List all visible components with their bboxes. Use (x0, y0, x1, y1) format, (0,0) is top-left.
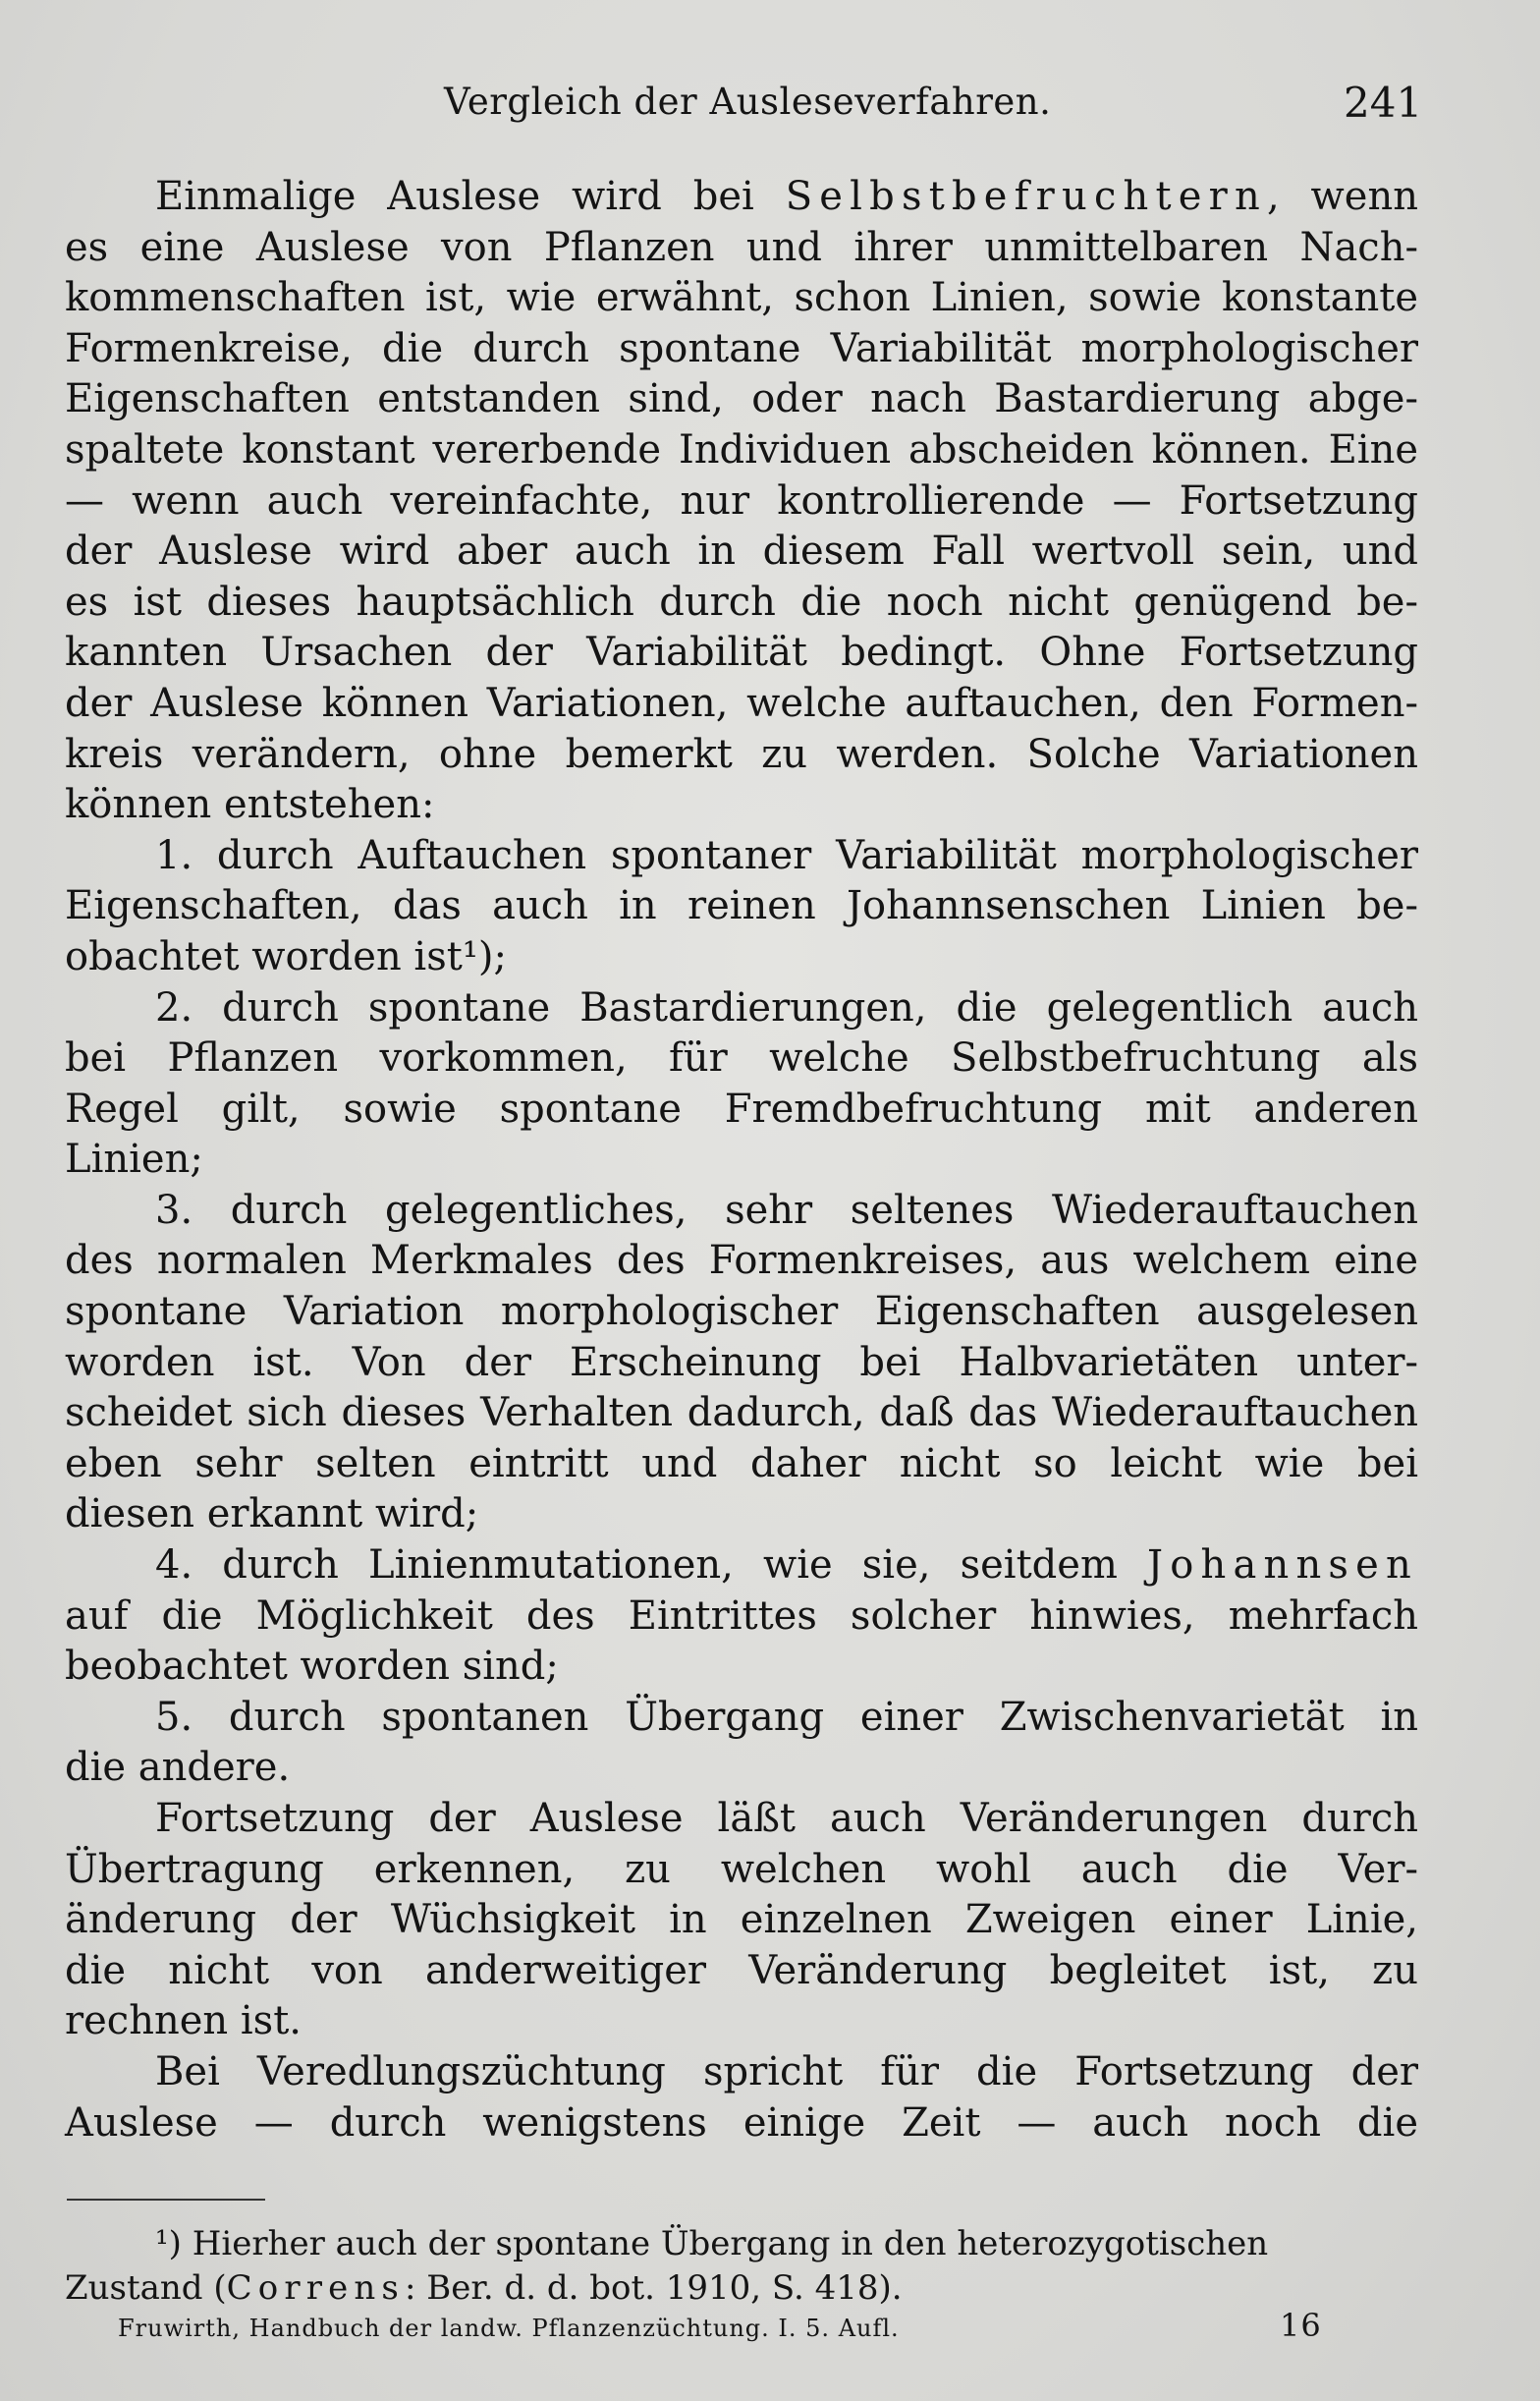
text-line: 1. durch Auftauchen spontaner Variabilität morphologischer (155, 832, 1418, 878)
footnote-pre: Zustand ( (65, 2268, 227, 2308)
text-line: die andere. (65, 1745, 291, 1791)
text-line: Eigenschaften, das auch in reinen Johannsenschen Linien be- (65, 883, 1418, 929)
text-line: Formenkreise, die durch spontane Variabilität morphologischer (65, 325, 1418, 371)
text-line: Bei Veredlungszüchtung spricht für die Fortsetzung der (155, 2048, 1418, 2094)
text-line: es eine Auslese von Pflanzen und ihrer unmittelbaren Nach- (65, 224, 1418, 270)
text-line: die nicht von anderweitiger Veränderung begleitet ist, zu (65, 1947, 1418, 1993)
text-line: der Auslese können Variationen, welche auftauchen, den Formen- (65, 680, 1418, 726)
spaced-name: Johannsen (1146, 1542, 1418, 1589)
running-head-title: Vergleich der Ausleseverfahren. (444, 81, 1052, 123)
footnote-post: : Ber. d. d. bot. 1910, S. 418). (404, 2268, 903, 2308)
running-head (0, 81, 1540, 130)
spaced-name: Selbstbefruchtern (785, 174, 1267, 219)
text-line: eben sehr selten eintritt und daher nicht so leicht wie bei (65, 1440, 1418, 1486)
text-line: des normalen Merkmales des Formenkreises, aus welchem eine (65, 1238, 1418, 1284)
text-line: Einmalige Auslese wird bei Selbstbefruchtern, wenn (155, 174, 1418, 219)
signature-text: Fruwirth, Handbuch der landw. Pflanzenzüchtung. I. 5. Aufl. (118, 2315, 900, 2342)
text-line: 5. durch spontanen Übergang einer Zwischenvarietät in (155, 1694, 1418, 1740)
text-line: rechnen ist. (65, 1998, 302, 2044)
text-line: spontane Variation morphologischer Eigenschaften ausgelesen (65, 1289, 1418, 1335)
footnote-author: Correns (226, 2268, 405, 2308)
text-line: scheidet sich dieses Verhalten dadurch, daß das Wiederauftauchen (65, 1390, 1418, 1436)
text-line: worden ist. Von der Erscheinung bei Halbvarietäten unter- (65, 1339, 1418, 1385)
text-line: es ist dieses hauptsächlich durch die noch nicht genügend be- (65, 579, 1418, 625)
text-line: 3. durch gelegentliches, sehr seltenes Wiederauftauchen (155, 1187, 1418, 1233)
text-line: — wenn auch vereinfachte, nur kontrollierende — Fortsetzung (65, 477, 1418, 524)
text-line: 4. durch Linienmutationen, wie sie, seitdem Johannsen (155, 1542, 1418, 1589)
text-line: 2. durch spontane Bastardierungen, die gelegentlich auch (155, 984, 1418, 1031)
text-line: Fortsetzung der Auslese läßt auch Veränderungen durch (155, 1796, 1418, 1841)
body-text (65, 172, 1418, 2149)
footnote-line-2 (65, 2266, 1420, 2311)
text-line: können entstehen: (65, 782, 435, 828)
text-line: Eigenschaften entstanden sind, oder nach Bastardierung abge- (65, 376, 1418, 422)
text-line: kannten Ursachen der Variabilität bedingt. Ohne Fortsetzung (65, 630, 1418, 676)
text-line: änderung der Wüchsigkeit in einzelnen Zweigen einer Linie, (65, 1897, 1418, 1943)
text-line: bei Pflanzen vorkommen, für welche Selbstbefruchtung als (65, 1035, 1418, 1082)
page-number: 241 (1344, 79, 1423, 127)
text-line: Übertragung erkennen, zu welchen wohl auch die Ver- (65, 1846, 1418, 1892)
text-line: kommenschaften ist, wie erwähnt, schon Linien, sowie konstante (65, 275, 1418, 321)
text-line: der Auslese wird aber auch in diesem Fall wertvoll sein, und (65, 529, 1418, 575)
sheet-number: 16 (1280, 2307, 1322, 2344)
text-line: kreis verändern, ohne bemerkt zu werden. Solche Variationen (65, 731, 1418, 777)
text-line: Auslese — durch wenigstens einige Zeit — auch noch die (65, 2099, 1418, 2146)
text-line: obachtet worden ist¹); (65, 933, 507, 979)
text-line: spaltete konstant vererbende Individuen abscheiden können. Eine (65, 426, 1418, 473)
text-line: diesen erkannt wird; (65, 1491, 479, 1537)
footnote-rule (67, 2199, 265, 2201)
text-line: beobachtet worden sind; (65, 1644, 559, 1690)
text-line: Regel gilt, sowie spontane Fremdbefruchtung mit anderen (65, 1086, 1418, 1132)
text-line: Linien; (65, 1137, 203, 1183)
text-line: auf die Möglichkeit des Eintrittes solcher hinwies, mehrfach (65, 1592, 1418, 1639)
footnote (65, 2222, 1420, 2311)
footnote-line-1: ¹) Hierher auch der spontane Übergang in den heterozygotischen (155, 2224, 1269, 2263)
